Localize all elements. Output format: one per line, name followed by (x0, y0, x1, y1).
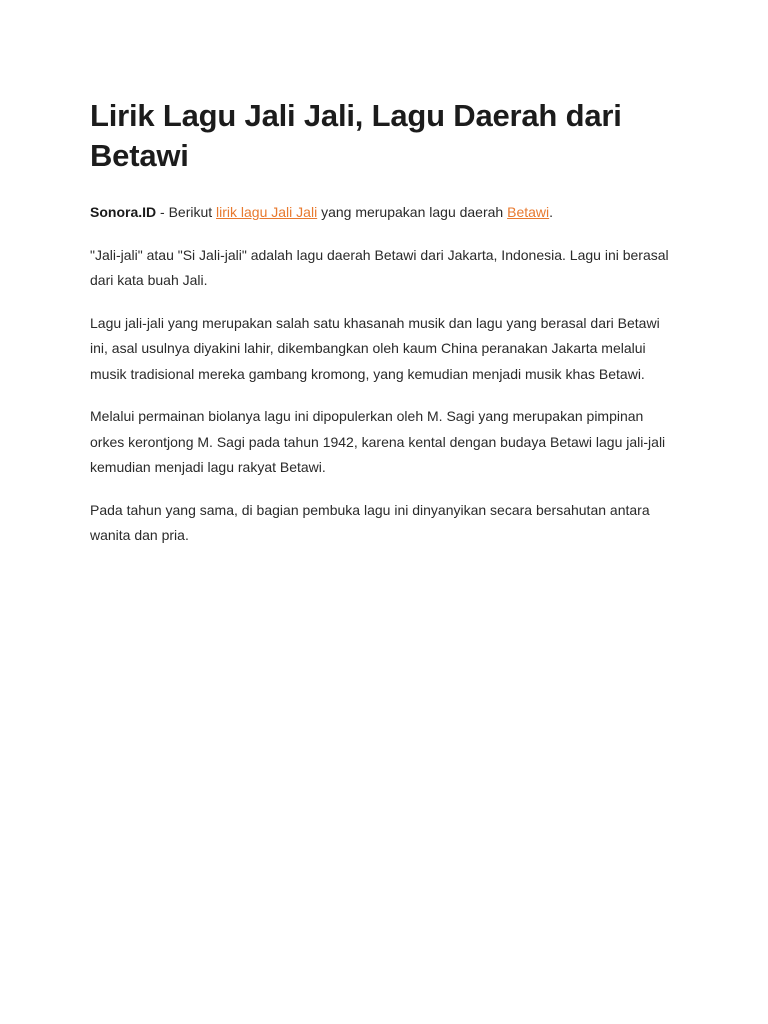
article-paragraph-3: Melalui permainan biolanya lagu ini dipopulerkan oleh M. Sagi yang merupakan pimpinan orkes kerontjong M. Sagi pada tahun 1942, karena kental dengan budaya Betawi lagu jali-jali kemudian menjadi lagu rakyat Betawi. (90, 408, 666, 475)
betawi-link[interactable]: Betawi (507, 204, 550, 220)
lyrics-link[interactable]: lirik lagu Jali Jali (216, 204, 318, 220)
article-paragraph-2: Lagu jali-jali yang merupakan salah satu khasanah musik dan lagu yang berasal dari Betawi ini, asal usulnya diyakini lahir, dikembangkan oleh kaum China peranakan Jakarta melalui musik tradisional mereka gambang kromong, yang kemudian menjadi musik khas Betawi. (90, 314, 660, 382)
article-title: Lirik Lagu Jali Jali, Lagu Daerah dari Betawi (90, 98, 622, 173)
source-brand: Sonora.ID (90, 204, 157, 220)
lead-text-2: yang merupakan lagu daerah (317, 204, 508, 220)
lead-text-3: . (549, 204, 554, 220)
article-paragraph-4: Pada tahun yang sama, di bagian pembuka lagu ini dinyanyikan secara bersahutan antara wanita dan pria. (90, 501, 650, 543)
article-lead (90, 200, 678, 226)
lead-text-1: - Berikut (156, 204, 217, 220)
article-paragraph-1: "Jali-jali" atau "Si Jali-jali" adalah lagu daerah Betawi dari Jakarta, Indonesia. Lagu ini berasal dari kata buah Jali. (90, 246, 669, 288)
